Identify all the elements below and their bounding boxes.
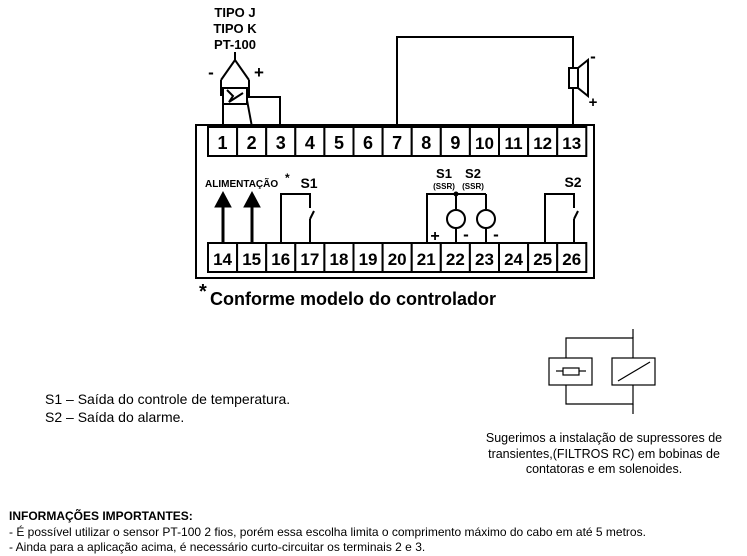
sensor-negative-sign: - <box>208 63 214 82</box>
terminal-number: 25 <box>533 250 553 269</box>
info-line: - Ainda para a aplicação acima, é necessário curto-circuitar os terminais 2 e 3. <box>9 540 426 554</box>
terminal-number: 21 <box>416 250 436 269</box>
power-supply-label: ALIMENTAÇÃO <box>205 179 279 190</box>
suppressor-note: Sugerimos a instalação de supressores de transientes,(FILTROS RC) em bobinas de contatoras e em solenoides. <box>485 431 723 476</box>
terminal-number: 24 <box>504 250 524 269</box>
rc-suppressor-schematic <box>549 329 655 414</box>
s2-relay-contact <box>545 194 578 243</box>
terminal-number: 17 <box>300 250 320 269</box>
ssr-negative-sign: - <box>493 225 499 244</box>
terminal-number: 18 <box>329 250 349 269</box>
buzzer-positive-sign: + <box>588 94 598 111</box>
buzzer-icon <box>569 60 588 96</box>
buzzer-wiring <box>397 37 573 127</box>
s1-ssr-sublabel: (SSR) <box>433 182 455 191</box>
legend-s2: S2 – Saída do alarme. <box>45 409 185 425</box>
terminal-number: 19 <box>358 250 378 269</box>
terminal-number: 7 <box>392 133 403 153</box>
terminal-number: 1 <box>217 133 228 153</box>
info-line: - É possível utilizar o sensor PT-100 2 fios, porém essa escolha limita o comprimento máximo do cabo em até 5 metros. <box>9 525 646 539</box>
s1-relay-label: S1 <box>300 175 318 191</box>
ssr-junction-dot <box>454 192 459 197</box>
terminal-number: 3 <box>275 133 286 153</box>
sensor-positive-sign: + <box>254 63 264 82</box>
s2-ssr-label: S2 <box>465 166 481 181</box>
terminal-number: 12 <box>533 134 553 153</box>
power-supply-footnote-mark: * <box>285 171 290 185</box>
terminal-number: 15 <box>242 250 262 269</box>
info-title: INFORMAÇÕES IMPORTANTES: <box>9 509 193 523</box>
sensor-type-label: TIPO J <box>214 5 256 20</box>
sensor-type-label: TIPO K <box>213 21 257 36</box>
ssr-positive-sign: + <box>430 228 440 245</box>
terminal-number: 16 <box>271 250 291 269</box>
power-arrows <box>215 192 260 243</box>
terminal-number: 8 <box>421 133 432 153</box>
terminal-number: 10 <box>474 134 494 153</box>
sensor-symbol <box>221 52 280 127</box>
terminal-number: 26 <box>562 250 582 269</box>
terminal-number: 6 <box>363 133 374 153</box>
buzzer-negative-sign: - <box>590 47 596 66</box>
terminal-number: 5 <box>333 133 344 153</box>
s1-relay-contact <box>281 194 314 243</box>
terminal-number: 2 <box>246 133 257 153</box>
terminal-number: 13 <box>562 134 582 153</box>
terminal-number: 9 <box>450 133 461 153</box>
terminal-number: 14 <box>213 250 233 269</box>
s2-relay-label: S2 <box>564 174 582 190</box>
s1-ssr-label: S1 <box>436 166 452 181</box>
legend-s1: S1 – Saída do controle de temperatura. <box>45 391 291 407</box>
footnote-mark: * <box>199 281 207 303</box>
footnote-text: Conforme modelo do controlador <box>210 289 496 309</box>
top-terminal-strip <box>208 127 586 156</box>
terminal-number: 23 <box>474 250 494 269</box>
terminal-number: 4 <box>304 133 315 153</box>
ssr-negative-sign: - <box>463 225 469 244</box>
terminal-number: 20 <box>387 250 407 269</box>
sensor-type-label: PT-100 <box>214 37 256 52</box>
bottom-terminal-strip <box>208 243 586 272</box>
s2-ssr-sublabel: (SSR) <box>462 182 484 191</box>
terminal-number: 22 <box>445 250 465 269</box>
terminal-number: 11 <box>504 134 523 153</box>
